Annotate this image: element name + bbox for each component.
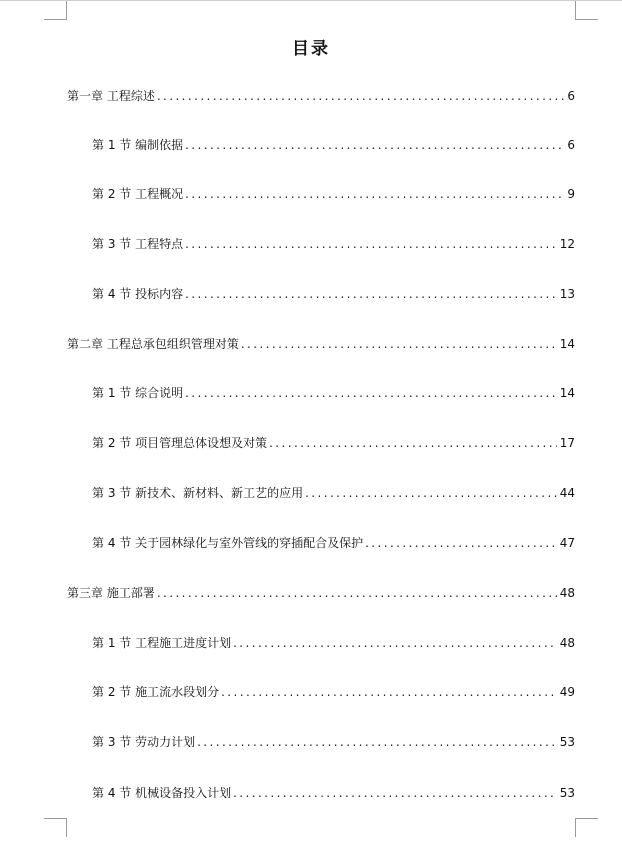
toc-page-number: 49 [559,685,575,699]
toc-entry-label: 第 2 节 项目管理总体设想及对策 [92,436,268,450]
toc-leader-dots [185,236,557,252]
toc-page-number: 48 [559,636,575,650]
toc-entry-label: 第 2 节 工程概况 [92,187,184,201]
toc-chapter-entry[interactable] [67,585,575,601]
toc-section-entry[interactable] [92,435,575,451]
toc-leader-dots [185,186,564,202]
toc-leader-dots [157,88,564,104]
toc-section-entry[interactable] [92,635,575,651]
toc-entry-label: 第 3 节 工程特点 [92,237,184,251]
toc-page-number: 14 [559,337,575,351]
toc-section-entry[interactable] [92,186,575,202]
toc-page-number: 13 [559,287,575,301]
toc-section-entry[interactable] [92,734,575,750]
toc-page-number: 47 [559,536,575,550]
toc-page-number: 53 [559,735,575,749]
toc-leader-dots [365,535,557,551]
toc-page-number: 6 [567,89,575,103]
toc-leader-dots [185,137,564,153]
toc-leader-dots [233,635,557,651]
toc-leader-dots [221,684,557,700]
toc-leader-dots [269,435,557,451]
toc-entry-label: 第 4 节 投标内容 [92,287,184,301]
toc-entry-label: 第 1 节 工程施工进度计划 [92,636,232,650]
toc-entry-label: 第一章 工程综述 [67,89,155,103]
toc-section-entry[interactable] [92,385,575,401]
toc-page-number: 44 [559,486,575,500]
toc-leader-dots [305,485,557,501]
toc-page-number: 17 [559,436,575,450]
toc-page-number: 9 [567,187,575,201]
toc-section-entry[interactable] [92,785,575,801]
toc-entry-label: 第三章 施工部署 [67,586,155,600]
toc-leader-dots [241,336,557,352]
toc-section-entry[interactable] [92,684,575,700]
toc-entry-label: 第 4 节 机械设备投入计划 [92,786,232,800]
toc-leader-dots [185,286,557,302]
toc-entry-label: 第二章 工程总承包组织管理对策 [67,337,239,351]
toc-entry-label: 第 4 节 关于园林绿化与室外管线的穿插配合及保护 [92,536,364,550]
toc-leader-dots [233,785,557,801]
toc-section-entry[interactable] [92,535,575,551]
toc-section-entry[interactable] [92,236,575,252]
toc-page-number: 53 [559,786,575,800]
toc-entry-label: 第 3 节 新技术、新材料、新工艺的应用 [92,486,304,500]
toc-entry-label: 第 1 节 综合说明 [92,386,184,400]
toc-section-entry[interactable] [92,286,575,302]
toc-page-number: 14 [559,386,575,400]
toc-chapter-entry[interactable] [67,88,575,104]
toc-entry-label: 第 2 节 施工流水段划分 [92,685,220,699]
toc-section-entry[interactable] [92,485,575,501]
toc-leader-dots [185,385,557,401]
toc-page-number: 6 [567,138,575,152]
toc-entry-label: 第 1 节 编制依据 [92,138,184,152]
toc-leader-dots [157,585,557,601]
toc-leader-dots [197,734,557,750]
toc-chapter-entry[interactable] [67,336,575,352]
page-title: 目录 [292,39,330,59]
toc-section-entry[interactable] [92,137,575,153]
toc-entry-label: 第 3 节 劳动力计划 [92,735,196,749]
toc-page-number: 48 [559,586,575,600]
toc-page-number: 12 [559,237,575,251]
